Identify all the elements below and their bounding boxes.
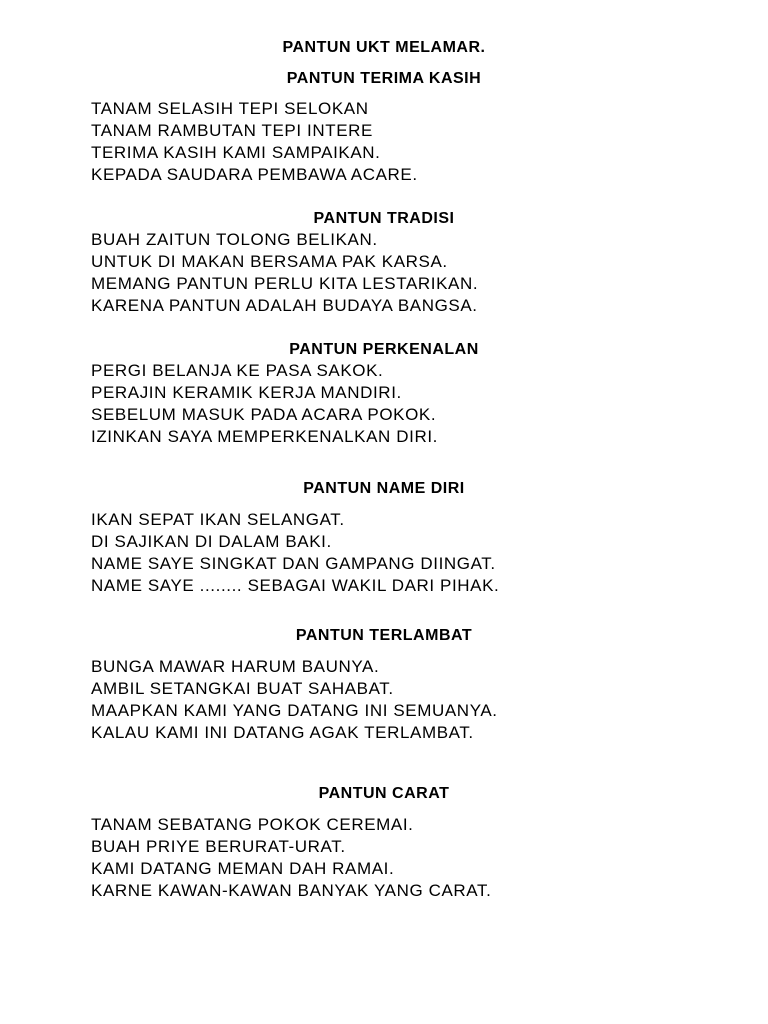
- section-title-carat: PANTUN CARAT: [318, 785, 450, 802]
- verse-line: KALAU KAMI INI DATANG AGAK TERLAMBAT.: [91, 723, 474, 742]
- verse-name-diri: [91, 509, 731, 597]
- verse-perkenalan: [91, 360, 731, 448]
- verse-line: TANAM SELASIH TEPI SELOKAN: [91, 99, 369, 118]
- document-title: PANTUN UKT MELAMAR.: [282, 39, 486, 56]
- section-title-tradisi: PANTUN TRADISI: [313, 210, 455, 227]
- verse-line: KARENA PANTUN ADALAH BUDAYA BANGSA.: [91, 296, 478, 315]
- verse-line: TANAM SEBATANG POKOK CEREMAI.: [91, 815, 414, 834]
- verse-tradisi: [91, 229, 731, 317]
- verse-line: KAMI DATANG MEMAN DAH RAMAI.: [91, 859, 395, 878]
- verse-line: IKAN SEPAT IKAN SELANGAT.: [91, 510, 345, 529]
- section-title-name-diri: PANTUN NAME DIRI: [303, 480, 465, 497]
- section-title-terlambat: PANTUN TERLAMBAT: [295, 627, 473, 644]
- verse-line: UNTUK DI MAKAN BERSAMA PAK KARSA.: [91, 252, 448, 271]
- section-title-terima-kasih: PANTUN TERIMA KASIH: [286, 70, 482, 87]
- verse-line: MEMANG PANTUN PERLU KITA LESTARIKAN.: [91, 274, 479, 293]
- verse-terima-kasih: [91, 98, 731, 186]
- verse-line: MAAPKAN KAMI YANG DATANG INI SEMUANYA.: [91, 701, 498, 720]
- verse-line: PERGI BELANJA KE PASA SAKOK.: [91, 361, 384, 380]
- verse-line: NAME SAYE SINGKAT DAN GAMPANG DIINGAT.: [91, 554, 496, 573]
- verse-line: SEBELUM MASUK PADA ACARA POKOK.: [91, 405, 437, 424]
- verse-line: IZINKAN SAYA MEMPERKENALKAN DIRI.: [91, 427, 438, 446]
- verse-line: TERIMA KASIH KAMI SAMPAIKAN.: [91, 143, 381, 162]
- verse-line: BUAH ZAITUN TOLONG BELIKAN.: [91, 230, 378, 249]
- verse-line: BUNGA MAWAR HARUM BAUNYA.: [91, 657, 380, 676]
- verse-line: BUAH PRIYE BERURAT-URAT.: [91, 837, 346, 856]
- verse-line: KEPADA SAUDARA PEMBAWA ACARE.: [91, 165, 418, 184]
- verse-carat: [91, 814, 731, 902]
- section-title-perkenalan: PANTUN PERKENALAN: [289, 341, 479, 358]
- verse-line: TANAM RAMBUTAN TEPI INTERE: [91, 121, 373, 140]
- verse-line: NAME SAYE ........ SEBAGAI WAKIL DARI PIHAK.: [91, 576, 500, 595]
- verse-terlambat: [91, 656, 731, 744]
- verse-line: KARNE KAWAN-KAWAN BANYAK YANG CARAT.: [91, 881, 492, 900]
- verse-line: DI SAJIKAN DI DALAM BAKI.: [91, 532, 332, 551]
- verse-line: PERAJIN KERAMIK KERJA MANDIRI.: [91, 383, 402, 402]
- verse-line: AMBIL SETANGKAI BUAT SAHABAT.: [91, 679, 394, 698]
